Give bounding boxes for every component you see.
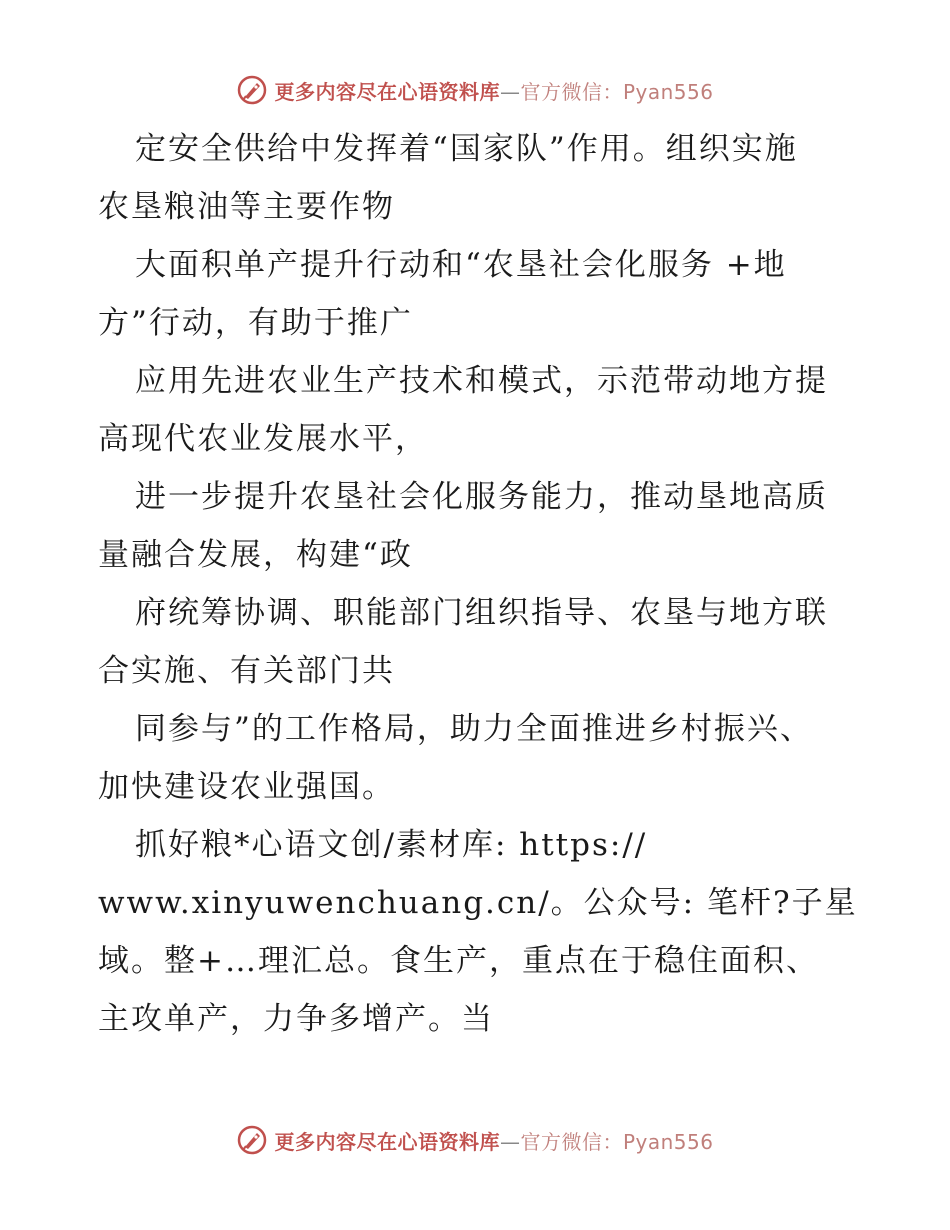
body-line: 高现代农业发展水平， <box>98 421 428 457</box>
body-line: 应用先进农业生产技术和模式，示范带动地方提 <box>135 363 828 399</box>
body-line: 主攻单产，力争多增产。当 <box>98 1001 494 1037</box>
body-line: 同参与”的工作格局，助力全面推进乡村振兴、 <box>135 711 813 747</box>
footer-banner-text: 更多内容尽在心语资料库—官方微信：Pyan556 <box>274 1129 714 1154</box>
body-line: 抓好粮*心语文创/素材库: https:// <box>135 827 648 863</box>
body-line: 进一步提升农垦社会化服务能力，推动垦地高质 <box>135 479 828 515</box>
footer-banner <box>0 1120 950 1160</box>
body-line: 加快建设农业强国。 <box>98 769 395 805</box>
body-line: 量融合发展，构建“政 <box>98 537 413 573</box>
body-line: 府统筹协调、职能部门组织指导、农垦与地方联 <box>135 595 828 631</box>
header-banner-text: 更多内容尽在心语资料库—官方微信：Pyan556 <box>274 79 714 104</box>
body-line: 农垦粮油等主要作物 <box>98 189 395 225</box>
body-line: 合实施、有关部门共 <box>98 653 395 689</box>
body-line: 大面积单产提升行动和“农垦社会化服务 +地 <box>135 247 787 283</box>
header-banner <box>0 70 950 110</box>
pen-nib-logo-icon <box>236 1124 268 1156</box>
document-body <box>98 120 858 1048</box>
pen-nib-logo-icon <box>236 74 268 106</box>
body-line: www.xinyuwenchuang.cn/。公众号: 笔杆?子星 <box>98 885 858 921</box>
body-line: 域。整+…理汇总。食生产，重点在于稳住面积、 <box>98 943 819 979</box>
body-line: 方”行动，有助于推广 <box>98 305 413 341</box>
body-line: 定安全供给中发挥着“国家队”作用。组织实施 <box>135 131 798 167</box>
